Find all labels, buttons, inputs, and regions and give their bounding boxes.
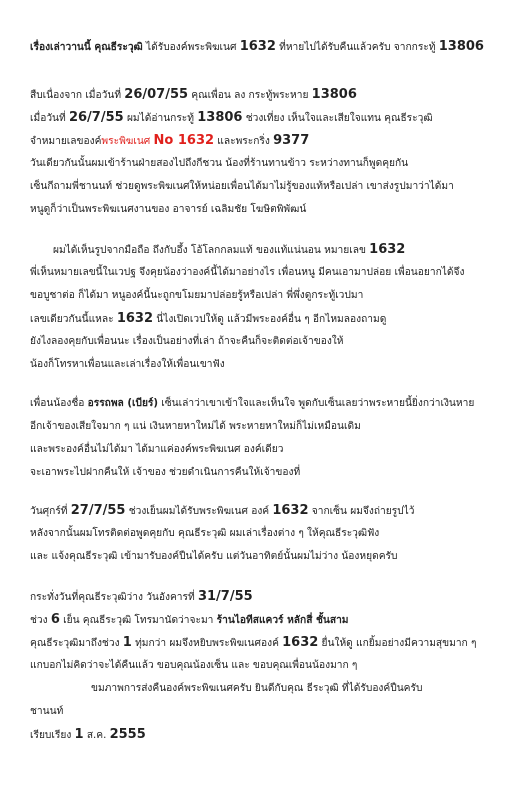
text-segment: และ แจ้งคุณธีระวุฒิ เข้ามารับองค์ปืนได้ครับ แต่วันอาทิตย์นั้นผมไม่ว่าง น้องหยุดครับ — [30, 551, 398, 562]
paragraph-line — [30, 504, 415, 519]
text-segment: กระทั่งวันที่คุณธีระวุฒิว่าง วันอังคารที่ — [30, 592, 198, 603]
paragraph-line — [30, 443, 283, 457]
text-segment: เซ็นกีถามพี่ชานนท์ ช่วยดูพระพิฆเนศให้หน่อยเพื่อนได้มาไม่รู้ของแท้หรือเปล่า เขาส่งรูปมาว่าได้มา — [30, 181, 454, 192]
text-segment: อีกเจ้าของเสียใจมาก ๆ แน่ เงินหายหาใหม่ได้ พระหายหาใหม่ก็ไม่เหมือนเดิม — [30, 421, 361, 432]
paragraph-line — [30, 266, 464, 280]
text-segment: นี่ไงเปิดเวปให้ดู แล้วมีพระองค์อื่น ๆ อีกไหมลองถามดู — [153, 314, 387, 325]
paragraph-line — [30, 550, 397, 564]
paragraph-line — [30, 134, 309, 149]
number-segment: 1632 — [282, 635, 319, 650]
paragraph-line — [30, 397, 474, 411]
paragraph-line — [30, 636, 476, 651]
paragraph-line — [30, 180, 454, 194]
number-segment: 13806 — [438, 39, 484, 54]
paragraph-line — [30, 312, 386, 327]
number-segment: 26/07/55 — [124, 87, 189, 102]
paragraph-line — [30, 203, 306, 217]
number-segment: 6 — [50, 612, 60, 627]
number-segment: 1 — [74, 727, 84, 742]
paragraph-line — [30, 613, 349, 628]
text-segment: ส.ค. — [83, 730, 110, 741]
text-segment: เมื่อวันที่ — [30, 113, 69, 124]
number-segment: 1632 — [272, 503, 309, 518]
text-segment: ช่วง — [30, 615, 51, 626]
text-segment: เซ็นเล่าว่าเขาเข้าใจและเห็นใจ พูดกับเซ็นเลยว่าพระหายนี้ยิ่งกว่าเงินหาย — [158, 398, 475, 409]
text-segment: สืบเนื่องจาก เมื่อวันที่ — [30, 90, 125, 101]
number-segment: 1632 — [239, 39, 276, 54]
paragraph-line — [53, 243, 405, 258]
number-segment: 26/7/55 — [68, 110, 124, 125]
text-segment: ขอบูชาต่อ ก็ได้มา หนูองค์นี้นะถูกขโมยมาปล่อยรู้หรือเปล่า พี่พึ่งดูกระทู้เวปมา — [30, 290, 364, 301]
text-segment: ทุ่มกว่า ผมจึงหยิบพระพิฆเนศองค์ — [131, 638, 283, 649]
number-segment: 13806 — [311, 87, 357, 102]
paragraph-line — [30, 335, 344, 349]
paragraph-line — [30, 157, 408, 171]
text-segment: แกบอกไม่คิดว่าจะได้คืนแล้ว ขอบคุณน้องเซ็น และ ขอบคุณเพื่อนน้องมาก ๆ — [30, 660, 358, 671]
text-segment: เรียบเรียง — [30, 730, 75, 741]
headline — [30, 40, 484, 55]
paragraph-line — [30, 466, 300, 480]
paragraph-line — [30, 590, 253, 605]
text-segment: พี่เห็นหมายเลขนี้ในเวปฐ จึงคุยน้องว่าองค์นี้ได้มาอย่างไร เพื่อนหนู มีคนเอามาปล่อย เพื่อนอยากได้จึง — [30, 267, 465, 278]
highlight-segment: No 1632 — [153, 133, 215, 148]
number-segment: 31/7/55 — [197, 589, 253, 604]
signature-date — [30, 728, 146, 743]
highlight-segment: พระพิฆเนศ — [101, 136, 154, 147]
text-segment: ยื่นให้ดู แกยิ้มอย่างมีความสุขมาก ๆ — [318, 638, 477, 649]
text-segment: ที่หายไปได้รับคืนแล้วครับ จากกระทู้ — [275, 42, 439, 53]
number-segment: 1632 — [116, 311, 153, 326]
paragraph-line — [30, 111, 433, 126]
text-segment: เลขเดียวกันนี้แหละ — [30, 314, 117, 325]
number-segment: 9377 — [273, 133, 310, 148]
text-segment: คุณธีระวุฒิมาถึงช่วง — [30, 638, 123, 649]
bold-segment: ร้านไอทีสแควร์ หลักสี่ ชั้นสาม — [216, 615, 349, 626]
text-segment: ชานนท์ — [30, 706, 64, 717]
paragraph-line — [91, 682, 422, 696]
paragraph-line — [30, 659, 357, 673]
text-segment: น้องก็โทรหาเพื่อนและเล่าเรื่องให้เพื่อนเขาฟัง — [30, 359, 225, 370]
text-segment: ช่วงเที่ยง เห็นใจและเสียใจแทน คุณธีระวุฒิ — [242, 113, 433, 124]
text-segment: ช่วงเย็นผมได้รับพระพิฆเนศ องค์ — [125, 506, 273, 517]
paragraph-line — [30, 527, 379, 541]
text-segment: เพื่อนน้องชื่อ — [30, 398, 88, 409]
text-segment: คุณเพื่อน ลง กระทู้พระหาย — [188, 90, 312, 101]
text-segment: เย็น คุณธีระวุฒิ โทรมานัดว่าจะมา — [59, 615, 217, 626]
text-segment: วันเดียวกันนั้นผมเข้าร้านฝ่ายสองไปถึงกีชวน น้องที่ร้านทานข้าว ระหว่างทานก็พูดคุยกัน — [30, 158, 409, 169]
paragraph-line — [30, 88, 357, 103]
text-segment: ผมได้อ่านกระทู้ — [123, 113, 198, 124]
text-segment: จากเซ็น ผมจึงถ่ายรูปไว้ — [308, 506, 415, 517]
text-segment: ยังไงลองคุยกับเพื่อนนะ เรื่องเป็นอย่างที่เล่า ถ้าจะคืนก็จะติดต่อเจ้าของให้ — [30, 336, 344, 347]
text-segment: หลังจากนั้นผมโทรติดต่อพูดคุยกับ คุณธีระวุฒิ ผมเล่าเรื่องต่าง ๆ ให้คุณธีระวุฒิฟัง — [30, 528, 380, 539]
text-segment: วันศุกร์ที่ — [30, 506, 71, 517]
paragraph-line — [30, 289, 363, 303]
bold-segment: เรื่องเล่าวานนี้ คุณธีระวุฒิ — [30, 42, 143, 53]
number-segment: 1632 — [369, 242, 406, 257]
number-segment: 1 — [122, 635, 132, 650]
signature-name — [30, 705, 63, 719]
number-segment: 13806 — [197, 110, 243, 125]
text-segment: ได้รับองค์พระพิฆเนศ — [142, 42, 240, 53]
text-segment: และพระกริ่ง — [214, 136, 274, 147]
number-segment: 2555 — [109, 727, 146, 742]
paragraph-line — [30, 358, 225, 372]
text-segment: จะเอาพระไปฝากคืนให้ เจ้าของ ช่วยดำเนินการคืนให้เจ้าของที่ — [30, 467, 301, 478]
bold-segment: อรรถพล (เบียร์) — [87, 398, 159, 409]
text-segment: ขมภาพการส่งคืนองค์พระพิฆเนศครับ ยินดีกับคุณ ธีระวุฒิ ที่ได้รับองค์ปืนครับ — [91, 683, 423, 694]
text-segment: ผมได้เห็นรูปจากมือถือ ถึงกับอึ้ง โอ้โลกกลมแท้ ของแท้แน่นอน หมายเลข — [53, 245, 370, 256]
text-segment: จำหมายเลของค์ — [30, 136, 102, 147]
number-segment: 27/7/55 — [70, 503, 126, 518]
text-segment: หนูดูก็ว่าเป็นพระพิฆเนศงานของ อาจารย์ เฉลิมชัย โฆษิตพิพัฒน์ — [30, 204, 307, 215]
paragraph-line — [30, 420, 361, 434]
text-segment: และพระองค์อื่นไม่ได้มา ได้มาแค่องค์พระพิฆเนศ องค์เดียว — [30, 444, 284, 455]
